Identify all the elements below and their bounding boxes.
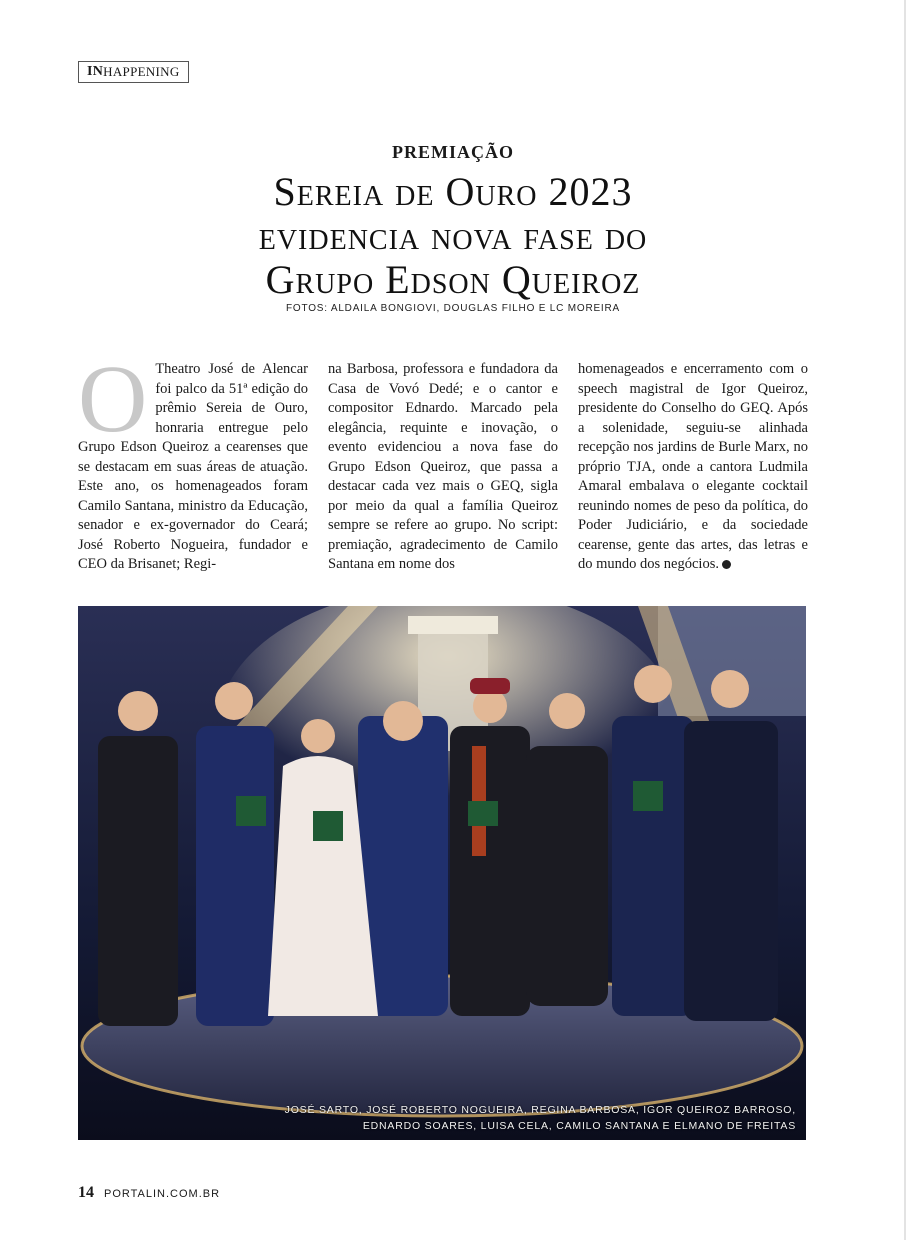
event-photo: [78, 606, 806, 1140]
column-3-text: homenageados e encerramento com o speech magistral de Igor Queiroz, presidente do Conselho do GEQ. Após a solenidade, seguiu-se alinhada recepção nos jardins de Burle Marx, no próprio TJA, onde a cantora Ludmila Amaral embalava o elegante cocktail reunindo nomes de peso da política, do Poder Judiciário, e da sociedade cearense, gente das artes, das letras e do mundo dos negócios.: [578, 361, 808, 572]
column-1-text: Theatro José de Alencar foi palco da 51ª edição do prêmio Sereia de Ouro, honraria entregue pelo Grupo Edson Queiroz a cearenses que se destacam em suas áreas de atuação. Este ano, os homenageados foram Camilo Santana, ministro da Educação, senador e ex-governador do Ceará; José Roberto Nogueira, fundador e CEO da Brisanet; Regi-: [78, 361, 308, 572]
photo-credits: FOTOS: ALDAILA BONGIOVI, DOUGLAS FILHO E LC MOREIRA: [285, 303, 621, 314]
photo-caption: [236, 1102, 796, 1134]
title-line-3: Grupo Edson Queiroz: [265, 257, 641, 302]
photo-illustration: [78, 606, 806, 1140]
caption-line-2: EDNARDO SOARES, LUISA CELA, CAMILO SANTANA E ELMANO DE FREITAS: [362, 1120, 796, 1132]
section-tag: [78, 61, 189, 83]
site-url: PORTALIN.COM.BR: [104, 1188, 221, 1200]
body-column-1: [78, 345, 308, 575]
brand-section: HAPPENING: [103, 64, 180, 79]
end-of-article-icon: [722, 560, 731, 569]
drop-cap: O: [78, 345, 148, 452]
title-line-1: Sereia de Ouro 2023: [273, 169, 633, 214]
body-column-3: [578, 360, 808, 575]
brand-prefix: IN: [87, 64, 104, 79]
article-body: [78, 345, 808, 575]
column-2-text: na Barbosa, professora e fundadora da Casa de Vovó Dedé; e o cantor e compositor Ednardo. Marcado pela elegância, requinte e inovação, o evento evidenciou a nova fase do Grupo Edson Queiroz, que passa a destacar cada vez mais o GEQ, sigla por meio da qual a família Queiroz sempre se refere ao grupo. No script: premiação, agradecimento de Camilo Santana em nome dos: [328, 361, 558, 572]
title-line-2: evidencia nova fase do: [258, 213, 648, 258]
page-number: 14: [78, 1184, 94, 1201]
page-footer: [78, 1184, 220, 1202]
body-column-2: [328, 360, 558, 575]
article-title: [60, 170, 846, 302]
article-kicker: PREMIAÇÃO: [392, 142, 514, 162]
caption-line-1: JOSÉ SARTO, JOSÉ ROBERTO NOGUEIRA, REGINA BARBOSA, IGOR QUEIROZ BARROSO,: [284, 1104, 796, 1116]
